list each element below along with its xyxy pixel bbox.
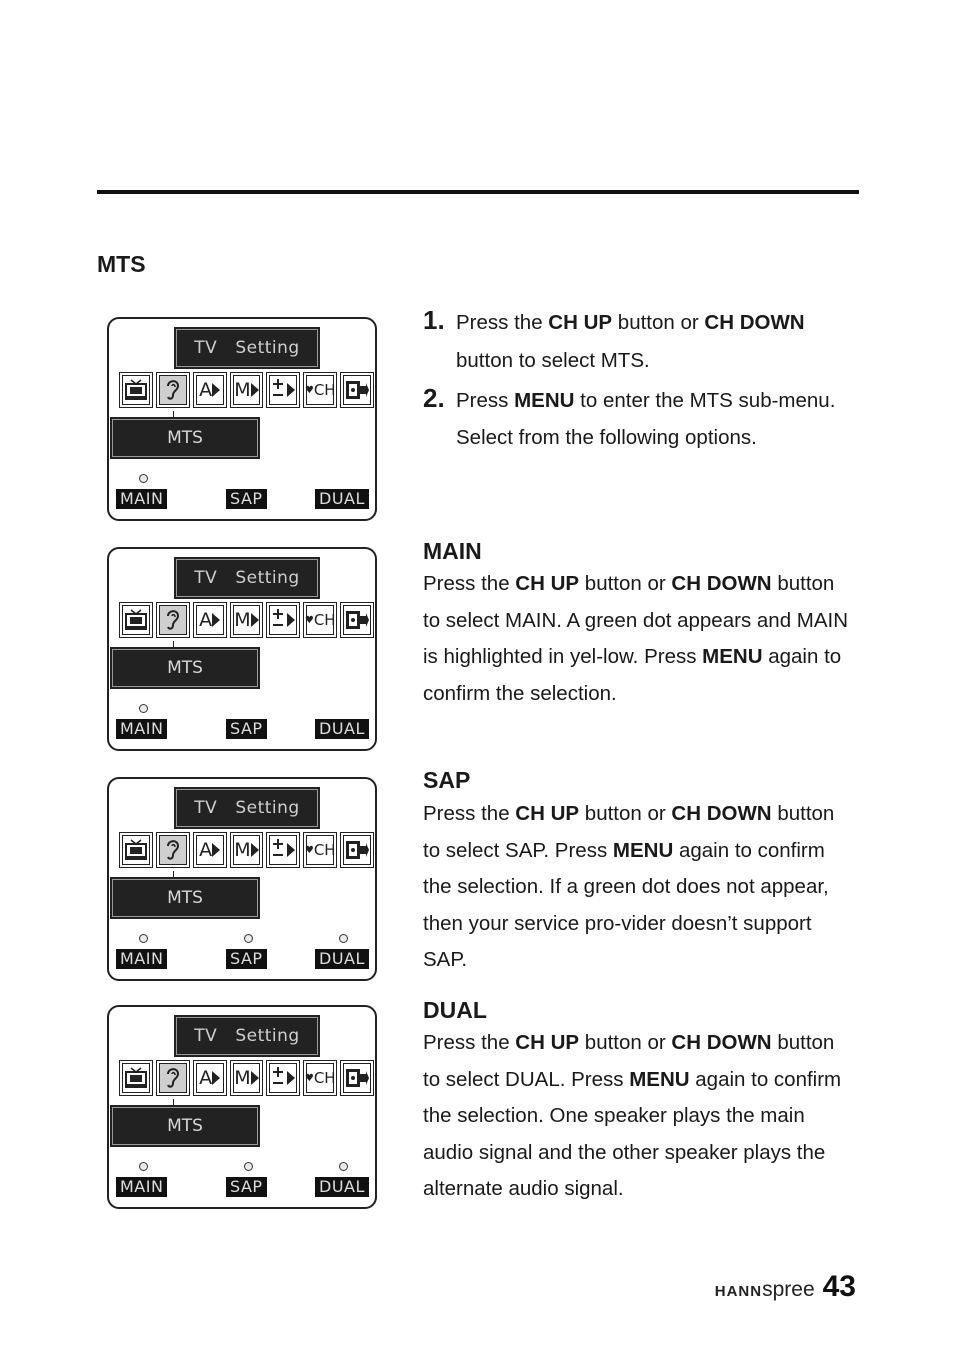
option-sap: SAP [226, 719, 267, 739]
option-dual: DUAL [315, 489, 369, 509]
osd-panel-4 [107, 1005, 377, 1209]
a-arrow-icon [193, 832, 227, 868]
ch-text: CH [313, 1069, 336, 1087]
osd-title-setting: Setting [235, 798, 300, 818]
dual-paragraph: Press the CH UP button or CH DOWN button to select DUAL. Press MENU again to confirm the selection. One speaker plays the main audio signal and the other speaker plays the alternate audio signal. [423, 1031, 842, 1200]
osd-icon-row [119, 1060, 377, 1098]
a-letter: A [199, 379, 213, 401]
m-arrow-icon [230, 372, 264, 408]
option-main: MAIN [116, 489, 167, 509]
osd-icon-row [119, 832, 377, 870]
a-arrow-icon [193, 1060, 227, 1096]
heart-glyph: ♥ [304, 614, 314, 626]
a-letter: A [199, 839, 213, 861]
dual-heading: DUAL [423, 997, 487, 1023]
plus-minus-icon [266, 832, 300, 868]
m-arrow-icon [230, 832, 264, 868]
main-indicator-dot [139, 704, 148, 713]
a-arrow-icon [193, 602, 227, 638]
sap-indicator-dot [244, 934, 253, 943]
osd-title-bar [176, 329, 318, 367]
option-main: MAIN [116, 719, 167, 739]
brand-logo-bold: HANN [714, 1283, 763, 1300]
step-1 [423, 304, 863, 380]
sap-heading: SAP [423, 767, 471, 793]
osd-submenu-bar: MTS [112, 649, 258, 687]
option-dual: DUAL [315, 719, 369, 739]
heart-ch-icon [303, 372, 337, 408]
heart-ch-icon [303, 832, 337, 868]
tv-screen-icon [119, 832, 153, 868]
osd-panel-3 [107, 777, 377, 981]
option-sap: SAP [226, 1177, 267, 1197]
step-2 [423, 382, 863, 456]
step-text: Press MENU to enter the MTS sub-menu. Select from the following options. [456, 389, 836, 449]
exit-icon [340, 832, 374, 868]
osd-submenu-bar: MTS [112, 419, 258, 457]
m-arrow-icon [230, 602, 264, 638]
heart-ch-icon [303, 602, 337, 638]
page-number: 43 [822, 1270, 856, 1303]
brand-logo-light: spree [762, 1278, 815, 1301]
m-letter: M [234, 1067, 251, 1089]
step-number: 2. [423, 383, 445, 413]
heart-glyph: ♥ [304, 844, 314, 856]
heart-glyph: ♥ [304, 384, 314, 396]
m-letter: M [234, 839, 251, 861]
dual-indicator-dot [339, 934, 348, 943]
ch-text: CH [313, 381, 336, 399]
exit-icon [340, 372, 374, 408]
dual-indicator-dot [339, 1162, 348, 1171]
a-letter: A [199, 609, 213, 631]
tv-screen-icon [119, 1060, 153, 1096]
option-sap: SAP [226, 949, 267, 969]
main-indicator-dot [139, 474, 148, 483]
main-heading: MAIN [423, 538, 482, 564]
section-title: MTS [97, 251, 146, 277]
heart-glyph: ♥ [304, 1072, 314, 1084]
audio-ear-icon [156, 1060, 190, 1096]
m-letter: M [234, 379, 251, 401]
osd-panel-2 [107, 547, 377, 751]
audio-ear-icon [156, 372, 190, 408]
a-letter: A [199, 1067, 213, 1089]
m-letter: M [234, 609, 251, 631]
osd-title-tv: TV [194, 798, 218, 818]
exit-icon [340, 602, 374, 638]
osd-title-setting: Setting [235, 1026, 300, 1046]
instruction-steps [423, 304, 863, 456]
osd-submenu-bar: MTS [112, 879, 258, 917]
tv-screen-icon [119, 602, 153, 638]
osd-title-bar [176, 559, 318, 597]
plus-minus-icon [266, 602, 300, 638]
sap-indicator-dot [244, 1162, 253, 1171]
option-dual: DUAL [315, 1177, 369, 1197]
osd-panel-1 [107, 317, 377, 521]
step-text: Press the CH UP button or CH DOWN button to select MTS. [456, 311, 805, 372]
page-footer [715, 1270, 856, 1304]
exit-icon [340, 1060, 374, 1096]
a-arrow-icon [193, 372, 227, 408]
osd-title-setting: Setting [235, 338, 300, 358]
osd-submenu-bar: MTS [112, 1107, 258, 1145]
osd-title-setting: Setting [235, 568, 300, 588]
main-indicator-dot [139, 934, 148, 943]
option-dual: DUAL [315, 949, 369, 969]
osd-title-bar [176, 789, 318, 827]
main-paragraph: Press the CH UP button or CH DOWN button to select MAIN. A green dot appears and MAIN is highlighted in yel-low. Press MENU again to confirm the selection. [423, 572, 849, 705]
m-arrow-icon [230, 1060, 264, 1096]
main-indicator-dot [139, 1162, 148, 1171]
option-sap: SAP [226, 489, 267, 509]
plus-minus-icon [266, 372, 300, 408]
tv-screen-icon [119, 372, 153, 408]
step-number: 1. [423, 305, 445, 335]
osd-title-tv: TV [194, 338, 218, 358]
osd-icon-row [119, 372, 377, 410]
option-main: MAIN [116, 1177, 167, 1197]
ch-text: CH [313, 841, 336, 859]
ch-text: CH [313, 611, 336, 629]
heart-ch-icon [303, 1060, 337, 1096]
osd-title-tv: TV [194, 568, 218, 588]
osd-title-tv: TV [194, 1026, 218, 1046]
audio-ear-icon [156, 832, 190, 868]
option-main: MAIN [116, 949, 167, 969]
header-rule [97, 190, 859, 194]
audio-ear-icon [156, 602, 190, 638]
osd-title-bar [176, 1017, 318, 1055]
sap-paragraph: Press the CH UP button or CH DOWN button to select SAP. Press MENU again to confirm the selection. If a green dot does not appear, then your service pro-vider doesn’t support SAP. [423, 802, 835, 971]
plus-minus-icon [266, 1060, 300, 1096]
osd-icon-row [119, 602, 377, 640]
